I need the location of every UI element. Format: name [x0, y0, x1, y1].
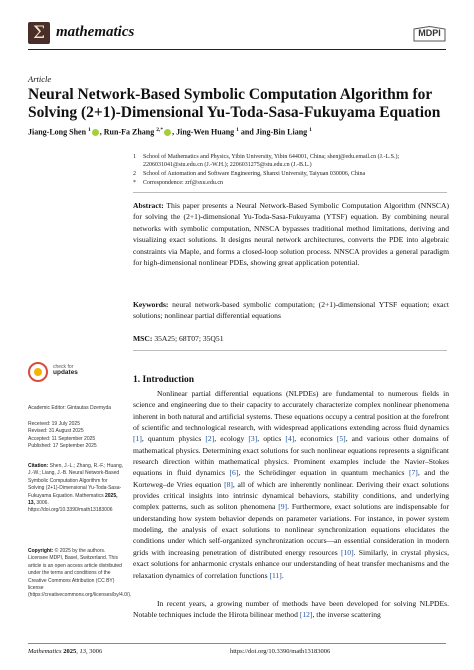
accepted-date: Accepted: 11 September 2025	[28, 435, 96, 442]
author-list	[28, 127, 448, 137]
footer-doi-link[interactable]: https://doi.org/10.3390/math13183006	[230, 648, 331, 655]
citation-label: Citation:	[28, 463, 49, 469]
author-name: Jiang-Long Shen	[28, 127, 89, 137]
author-separator: ,	[99, 127, 104, 137]
copyright-text: © 2025 by the authors. Licensee MDPI, Basel, Switzerland. This article is an open access article distributed under the terms and conditions of the Creative Commons Attribution (CC BY) license (https://creativecommons.org/licenses/by/4.0/).	[28, 548, 132, 599]
author-separator: and	[238, 127, 256, 137]
paragraph-text: . Similarly, in crystal physics, exact solutions for anharmonic crystals enhance our understanding of heat transfer mechanisms and the relaxation dynamics of correlation functions	[133, 547, 449, 580]
paragraph-text: , and the Korteweg–de Vries equation	[133, 468, 449, 489]
check-for-updates-button[interactable]	[28, 362, 98, 384]
paragraph-text: , optics	[257, 434, 286, 444]
intro-paragraph-2	[133, 598, 449, 621]
citation-link[interactable]: [8]	[224, 479, 233, 489]
affiliation-2	[133, 170, 453, 178]
article-type: Article	[28, 74, 52, 84]
author-name: Jing-Bin Liang	[255, 127, 310, 137]
paragraph-text: , the inverse scattering	[312, 610, 381, 620]
footer-divider	[28, 643, 446, 644]
citation-link[interactable]: [5]	[336, 434, 346, 444]
keywords-text: neural network-based symbolic computation; (2+1)-dimensional YTSF equation; exact solutions; nonlinear partial differential equations	[133, 300, 449, 321]
citation-link[interactable]: [6]	[229, 468, 239, 478]
paragraph-text: , economics	[294, 434, 337, 444]
author-affiliation-mark: 2,*	[156, 127, 164, 133]
journal-logo	[28, 22, 50, 44]
affiliation-1	[133, 153, 453, 169]
received-date: Received: 19 July 2025	[28, 421, 80, 427]
citation-block	[28, 463, 124, 515]
orcid-icon[interactable]	[92, 129, 99, 136]
msc-text: 35A25; 68T07; 35Q51	[154, 334, 224, 343]
history-dates	[28, 421, 124, 451]
mdpi-logo	[413, 26, 446, 42]
paragraph-text: Nonlinear partial differential equations (NLPDEs) are fundamental to numerous fields in science and engineering due to their capacity to accurately characterize complex nonlinear phenomena inherent in both natural and artificial systems. These equations occupy a central position at the forefront of scientific and technological research, with widespread applications extending across fluid dynamics	[133, 389, 449, 433]
paragraph-text: . Furthermore, exact solutions are indispensable for understanding how system behavior depends on parameter variations. For instance, in power system modeling, the analysis of exact solutions to nonlinear synchronization equations elucidates the conditions under which self-organized synchronization occurs—an essential consideration in modern grids with increasing penetration of distributed energy resources	[133, 502, 449, 557]
academic-editor: Academic Editor: Gintautas Dzemyda	[28, 405, 112, 411]
affiliation-mark: 2	[133, 171, 136, 177]
mdpi-logo-text: MDPI	[418, 28, 441, 38]
msc-codes	[133, 333, 449, 344]
orcid-icon[interactable]	[164, 129, 171, 136]
affiliation-text: School of Mathematics and Physics, Yibin University, Yibin 644001, China; shenj@edu.email.cn (J.-L.S.); 2206031041@stu.edu.cn (J.-W.H.); 2206031275@stu.edu.cn (J.-B.L.)	[143, 154, 400, 168]
published-date: Published: 17 September 2025	[28, 443, 97, 450]
author-affiliation-mark: 1	[309, 127, 312, 133]
paragraph-text: .	[281, 570, 284, 580]
citation-link[interactable]: [4]	[285, 434, 295, 444]
footer-citation: Mathematics 2025, 13, 3006	[28, 648, 103, 655]
check-updates-label	[53, 364, 78, 376]
sigma-logo-icon: Σ	[32, 23, 46, 43]
citation-link[interactable]: [10]	[340, 547, 354, 557]
author-affiliation-mark: 1	[88, 127, 91, 133]
citation-link[interactable]: [2]	[205, 434, 215, 444]
revised-date: Revised: 31 August 2025	[28, 428, 84, 435]
author-name: Run-Fa Zhang	[103, 127, 157, 137]
affiliation-mark: *	[133, 180, 136, 186]
paragraph-text: , the Schrödinger equation in quantum mechanics	[238, 468, 409, 478]
author-affiliation-mark: 1	[236, 127, 239, 133]
keywords	[133, 299, 449, 322]
intro-paragraph-1	[133, 388, 449, 581]
footer-volume: 13	[79, 648, 86, 655]
citation-link[interactable]: [11]	[269, 570, 282, 580]
abstract-label: Abstract:	[133, 201, 164, 210]
citation-link[interactable]: [7]	[408, 468, 418, 478]
check-updates-line1: check for	[53, 364, 74, 370]
correspondence-text: Correspondence: zrf@sxu.edu.cn	[143, 180, 223, 186]
correspondence	[133, 179, 453, 187]
copyright-label: Copyright:	[28, 548, 54, 554]
author-name: Jing-Wen Huang	[176, 127, 237, 137]
citation-doi[interactable]: 3006. https://doi.org/10.3390/math13183006	[28, 500, 113, 514]
journal-name: mathematics	[56, 24, 135, 40]
footer-journal: Mathematics	[28, 648, 62, 655]
paper-title: Neural Network-Based Symbolic Computation Algorithm for Solving (2+1)-Dimensional Yu-Toda-Sasa-Fukuyama Equation	[28, 86, 441, 121]
citation-link[interactable]: [3]	[248, 434, 258, 444]
citation-link[interactable]: [12]	[299, 610, 313, 620]
abstract-divider	[133, 192, 447, 193]
paragraph-text: , ecology	[214, 434, 249, 444]
header-divider	[28, 49, 446, 50]
section-heading: 1. Introduction	[133, 375, 195, 385]
paragraph-text: , quantum physics	[141, 434, 206, 444]
check-updates-line2: updates	[53, 369, 78, 376]
author-separator: ,	[172, 127, 177, 137]
msc-label: MSC:	[133, 334, 153, 343]
check-updates-icon	[28, 362, 48, 382]
paragraph-text: , all of which are inherently nonlinear. Deriving their exact solutions provides critical insights into intrinsic dynamical behaviors, stability conditions, and underlying complex patterns, such as soliton phenomena	[133, 479, 449, 512]
footer-year: 2025	[63, 648, 77, 655]
keywords-label: Keywords:	[133, 300, 169, 309]
footer-article-number: 3006	[89, 648, 103, 655]
msc-divider	[133, 350, 447, 351]
affiliation-text: School of Automation and Software Engineering, Shanxi University, Taiyuan 030006, China	[143, 171, 366, 177]
affiliation-mark: 1	[133, 154, 136, 160]
citation-link[interactable]: [1]	[133, 434, 142, 444]
paragraph-text: In recent years, a growing number of methods have been developed for solving NLPDEs. Notable techniques include the Hirota bilinear method	[133, 599, 449, 620]
citation-year-volume: 2025, 13,	[28, 492, 118, 507]
citation-link[interactable]: [9]	[278, 502, 288, 512]
abstract-text: This paper presents a Neural Network-Based Symbolic Computation Algorithm (NNSCA) for solving the (2+1)-dimensional Yu-Toda-Sasa-Fukuyama (YTSF) equation. By combining neural networks with symbolic computation, NNSCA bypasses traditional method limitations, deriving and visualizing exact solutions. It designs neural network architectures, converts the PDE into algebraic constraints via Maple, and forms a closed-loop solution process. NNSCA provides a general paradigm for high-dimensional nonlinear PDEs, showing great application potential.	[133, 201, 449, 268]
copyright-block	[28, 548, 132, 600]
abstract	[133, 200, 449, 268]
paragraph-text: , and various other domains of mathematical physics. Determining exact solutions for such nonlinear equations represents a significant research direction within mathematical physics. Prominent examples include the Navier–Stokes equations in fluid dynamics	[133, 434, 449, 478]
citation-text: Shen, J.-L.; Zhang, R.-F.; Huang, J.-W.; Liang, J.-B. Neural Network-Based Symbolic Computation Algorithm for Solving (2+1)-Dimensional Yu-Toda-Sasa-Fukuyama Equation. Mathematics	[28, 463, 124, 499]
